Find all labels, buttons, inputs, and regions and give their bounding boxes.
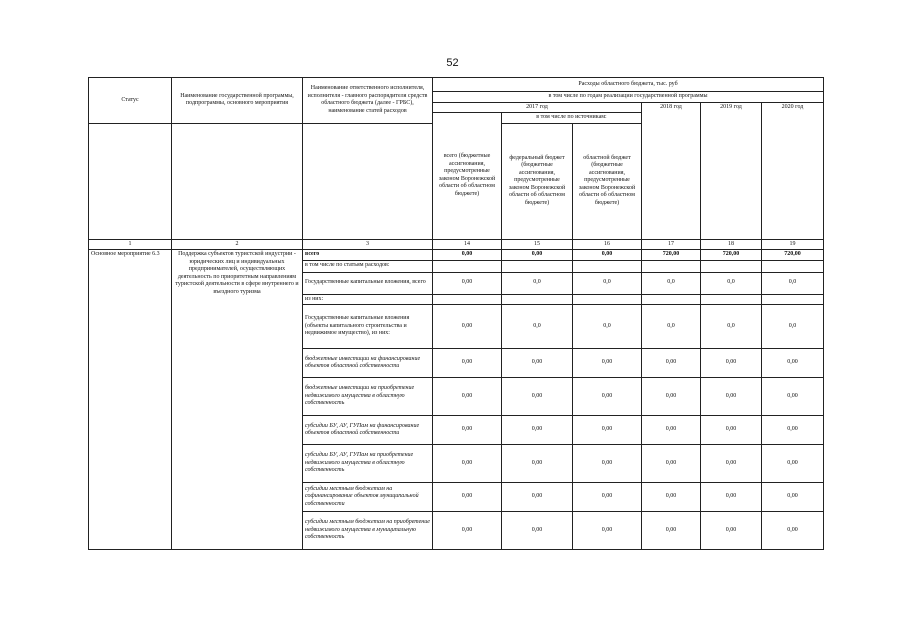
cell-total: 0,00 [433,305,502,349]
cell-2018: 0,00 [642,416,701,445]
cell-2020 [762,260,824,272]
measure-name: Поддержка субъектов туристской индустрии - юридических лиц и индивидуальных предпринимателей, осуществляющих деятельность по приоритетным направлениям туристской деятельности в сфере внутреннего и въездного туризма [172,250,303,550]
total-column-header: всего (бюджетные ассигнования, предусмотренные законом Воронежской области об областном бюджете) [433,113,502,240]
cell-2020: 0,00 [762,349,824,378]
cell-2019: 0,00 [701,512,762,550]
row-label: из них: [303,294,433,305]
cell-regional: 0,00 [573,445,642,483]
cell-federal [502,260,573,272]
row-label: в том числе по статьям расходов: [303,260,433,272]
cell-regional: 0,00 [573,416,642,445]
cell-2019: 0,00 [701,378,762,416]
cell-2019: 0,00 [701,349,762,378]
year-2019-header: 2019 год [701,102,762,239]
cell-federal: 0,00 [502,250,573,261]
col-number: 15 [502,239,573,250]
cell-regional [573,260,642,272]
row-label: Государственные капитальные вложения (объекты капитального строительства и недвижимое имущество), из них: [303,305,433,349]
cell-total: 0,00 [433,349,502,378]
cell-regional: 0,00 [573,250,642,261]
cell-federal: 0,00 [502,512,573,550]
cell-total: 0,00 [433,512,502,550]
row-label: субсидии местным бюджетам на софинансирование объектов муниципальной собственности [303,483,433,512]
cell-2018: 0,00 [642,445,701,483]
cell-total: 0,00 [433,272,502,294]
cell-2020: 0,00 [762,483,824,512]
cell-regional: 0,00 [573,378,642,416]
program-name-header: Наименование государственной программы, подпрограммы, основного мероприятия [172,78,303,124]
cell-2019: 720,00 [701,250,762,261]
col-number: 18 [701,239,762,250]
cell-federal: 0,00 [502,378,573,416]
cell-regional: 0,0 [573,272,642,294]
regional-column-header: областной бюджет (бюджетные ассигнования, предусмотренные законом Воронежской области об областном бюджете) [573,123,642,239]
row-label: бюджетные инвестиции на приобретение недвижимого имущества в областную собственность [303,378,433,416]
cell-federal: 0,0 [502,305,573,349]
cell-total: 0,00 [433,378,502,416]
cell-federal: 0,0 [502,272,573,294]
status-header: Статус [89,78,172,124]
cell-2020 [762,294,824,305]
by-sources-header: в том числе по источникам: [502,113,642,124]
cell-federal [502,294,573,305]
col-number: 2 [172,239,303,250]
expenses-title-header: Расходы областного бюджета, тыс. руб [433,78,824,92]
cell-2019 [701,294,762,305]
page-number: 52 [446,57,459,69]
row-label: бюджетные инвестиции на финансирование объектов областной собственности [303,349,433,378]
cell-2019: 0,0 [701,305,762,349]
cell-total: 0,00 [433,445,502,483]
col-number: 3 [303,239,433,250]
year-2018-header: 2018 год [642,102,701,239]
cell-2018 [642,294,701,305]
cell-regional: 0,00 [573,349,642,378]
year-2017-header: 2017 год [433,102,642,113]
cell-2020: 0,0 [762,272,824,294]
cell-total [433,260,502,272]
status-header-cont [89,123,172,239]
budget-table [88,77,824,550]
cell-regional: 0,00 [573,483,642,512]
cell-2019: 0,00 [701,483,762,512]
row-label: субсидии местным бюджетам на приобретение недвижимого имущества в муниципальную собственность [303,512,433,550]
cell-2020: 0,00 [762,416,824,445]
col-number: 14 [433,239,502,250]
cell-total: 0,00 [433,483,502,512]
cell-federal: 0,00 [502,483,573,512]
cell-federal: 0,00 [502,416,573,445]
cell-total [433,294,502,305]
cell-2019: 0,0 [701,272,762,294]
col-number: 16 [573,239,642,250]
measure-status: Основное мероприятие 6.3 [89,250,172,550]
cell-2020: 0,00 [762,445,824,483]
cell-regional: 0,0 [573,305,642,349]
cell-2018: 0,0 [642,272,701,294]
table-row [89,250,824,261]
cell-2018 [642,260,701,272]
cell-2019 [701,260,762,272]
program-header-cont [172,123,303,239]
cell-2020: 0,00 [762,378,824,416]
row-label: Государственные капитальные вложения, всего [303,272,433,294]
cell-regional: 0,00 [573,512,642,550]
col-number: 19 [762,239,824,250]
cell-2018: 0,00 [642,349,701,378]
cell-2018: 0,00 [642,512,701,550]
col-number: 1 [89,239,172,250]
cell-2020: 0,0 [762,305,824,349]
row-label: всего [303,250,433,261]
row-label: субсидии БУ, АУ, ГУПам на приобретение недвижимого имущества в областную собственность [303,445,433,483]
cell-2019: 0,00 [701,416,762,445]
federal-column-header: федеральный бюджет (бюджетные ассигнования, предусмотренные законом Воронежской области об областном бюджете) [502,123,573,239]
cell-total: 0,00 [433,250,502,261]
cell-2018: 720,00 [642,250,701,261]
column-numbers-row [89,239,824,250]
cell-total: 0,00 [433,416,502,445]
cell-2020: 0,00 [762,512,824,550]
col-number: 17 [642,239,701,250]
cell-2019: 0,00 [701,445,762,483]
cell-2018: 0,00 [642,483,701,512]
cell-federal: 0,00 [502,349,573,378]
cell-2018: 0,00 [642,378,701,416]
cell-regional [573,294,642,305]
cell-2018: 0,0 [642,305,701,349]
executor-header-cont [303,123,433,239]
cell-federal: 0,00 [502,445,573,483]
year-2020-header: 2020 год [762,102,824,239]
cell-2020: 720,00 [762,250,824,261]
by-years-header: в том числе по годам реализации государственной программы [433,92,824,103]
row-label: субсидии БУ, АУ, ГУПам на финансирование объектов областной собственности [303,416,433,445]
executor-name-header: Наименование ответственного исполнителя, исполнителя - главного распорядителя средств областного бюджета (далее - ГРБС), наименование статей расходов [303,78,433,124]
